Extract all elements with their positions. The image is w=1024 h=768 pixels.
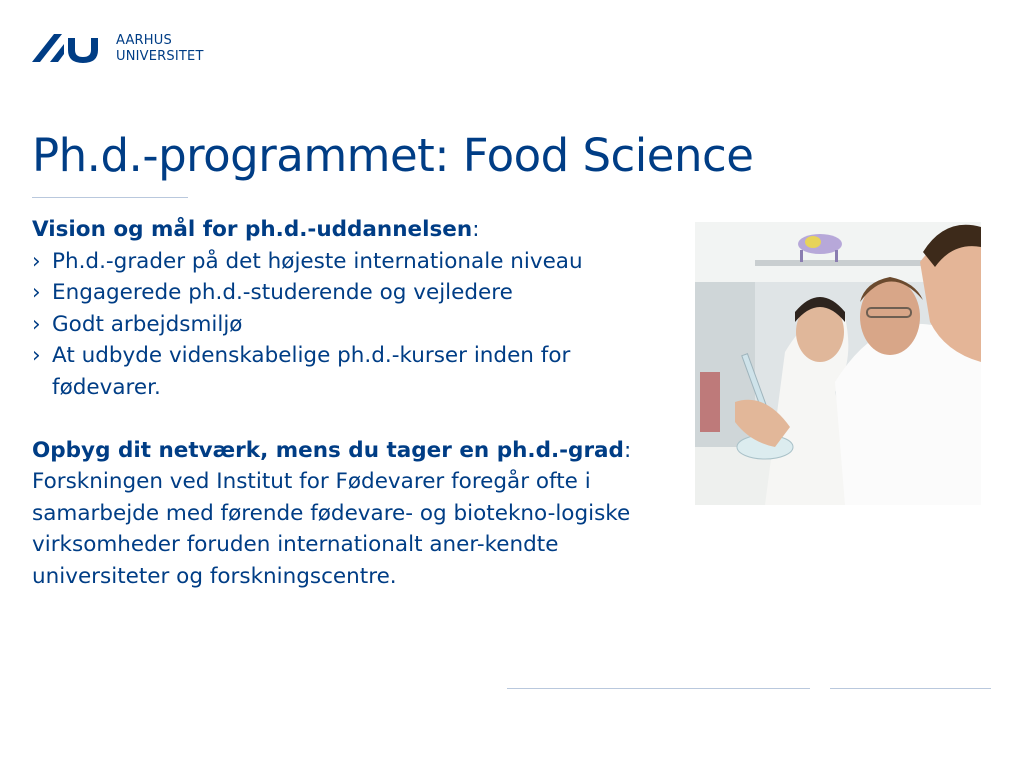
chevron-right-icon: › bbox=[32, 280, 41, 305]
slide-body bbox=[32, 214, 680, 592]
section-spacer bbox=[32, 403, 680, 435]
bullet-item bbox=[32, 277, 680, 309]
au-logo-mark-icon bbox=[32, 30, 100, 68]
section-vision-heading-text: Vision og mål for ph.d.-uddannelsen bbox=[32, 217, 473, 242]
section-network-colon: : bbox=[623, 437, 632, 463]
vision-bullet-list bbox=[32, 246, 680, 404]
lab-photo-illustration-icon bbox=[695, 222, 981, 505]
bullet-text: Godt arbejdsmiljø bbox=[52, 311, 243, 337]
laboratory-researchers-photo bbox=[695, 222, 981, 505]
chevron-right-icon: › bbox=[32, 343, 41, 368]
logo-line-2: UNIVERSITET bbox=[116, 49, 204, 64]
bullet-item bbox=[32, 309, 680, 341]
bullet-item bbox=[32, 246, 680, 278]
bullet-text: Engagerede ph.d.-studerende og vejledere bbox=[52, 280, 513, 305]
bullet-text: Ph.d.-grader på det højeste internationale niveau bbox=[52, 248, 583, 274]
au-logo-wordmark bbox=[116, 33, 204, 65]
chevron-right-icon: › bbox=[32, 248, 41, 274]
section-network-heading-text: Opbyg dit netværk, mens du tager en ph.d.-grad bbox=[32, 437, 624, 463]
logo-line-1: AARHUS bbox=[116, 33, 172, 48]
bullet-item bbox=[32, 340, 680, 403]
au-logo bbox=[32, 30, 204, 68]
bullet-text: At udbyde videnskabelige ph.d.-kurser inden for fødevarer. bbox=[52, 343, 571, 400]
footer-divider-left bbox=[507, 688, 810, 689]
section-network-body: Forskningen ved Institut for Fødevarer foregår ofte i samarbejde med førende fødevare- og biotekno-logiske virksomheder foruden internationalt aner-kendte universiteter og forskningscentre. bbox=[32, 469, 631, 589]
section-network-heading bbox=[32, 435, 680, 467]
title-divider bbox=[32, 197, 188, 198]
section-vision-colon: : bbox=[472, 217, 480, 242]
slide-title: Ph.d.-programmet: Food Science bbox=[32, 129, 754, 182]
section-vision-heading bbox=[32, 214, 680, 246]
chevron-right-icon: › bbox=[32, 311, 41, 337]
footer-divider-right bbox=[830, 688, 991, 689]
